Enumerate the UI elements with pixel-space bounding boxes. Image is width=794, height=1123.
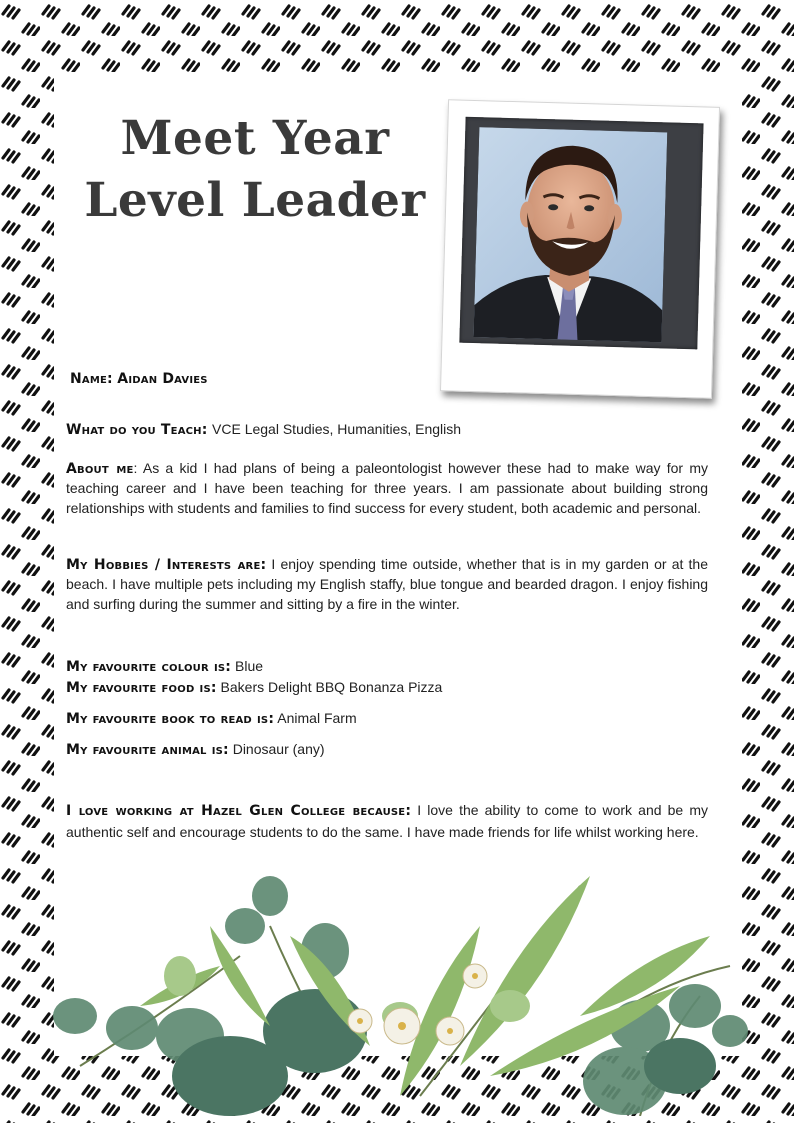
name-value: Aidan Davies: [117, 371, 208, 387]
name-label: Name:: [70, 371, 113, 387]
love-paragraph: [66, 800, 708, 844]
love-value: I love the ability to come to work and be my authentic self and encourage students to do the same. I have made friends for life whilst working here.: [66, 802, 708, 840]
favourite-colour-value: Blue: [231, 658, 264, 674]
name-line: [70, 370, 712, 389]
hobbies-paragraph: [66, 555, 708, 615]
teach-label: What do you Teach:: [66, 422, 208, 438]
favourite-animal-line: [66, 740, 708, 760]
favourite-book-label: My favourite book to read is:: [66, 711, 275, 727]
page-title: Meet Year Level Leader: [84, 111, 426, 228]
favourite-colour-line: [66, 657, 708, 677]
about-label: About me: [66, 461, 134, 477]
hobbies-label: My Hobbies / Interests are:: [66, 557, 267, 573]
about-paragraph: [66, 459, 708, 519]
favourite-animal-value: Dinosaur (any): [228, 741, 325, 757]
favourite-colour-label: My favourite colour is:: [66, 659, 232, 675]
eucalyptus-leaves-icon: [40, 866, 750, 1116]
favourite-book-value: Animal Farm: [274, 710, 357, 726]
photo-frame: [459, 117, 703, 350]
polaroid-frame: [440, 99, 720, 398]
love-label: I love working at Hazel Glen College because:: [66, 803, 412, 819]
favourite-food-line: [66, 678, 708, 698]
teach-value: VCE Legal Studies, Humanities, English: [212, 421, 462, 437]
portrait-photo-icon: [473, 127, 667, 342]
teach-line: [66, 420, 708, 440]
favourite-animal-label: My favourite animal is:: [66, 742, 229, 758]
favourite-book-line: [66, 709, 708, 729]
hobbies-value: I enjoy spending time outside, whether that is in my garden or at the beach. I have multiple pets including my English staffy, blue tongue and bearded dragon. I enjoy fishing and surfing during the summer and sitting by a fire in the winter.: [66, 556, 708, 612]
favourite-food-value: Bakers Delight BBQ Bonanza Pizza: [216, 679, 443, 695]
favourite-food-label: My favourite food is:: [66, 680, 217, 696]
about-value: : As a kid I had plans of being a paleontologist however these had to make way for my teaching career and I have been teaching for three years. I am passionate about building strong relationships with students and families to find success for every student, both academic and personal.: [66, 460, 708, 516]
